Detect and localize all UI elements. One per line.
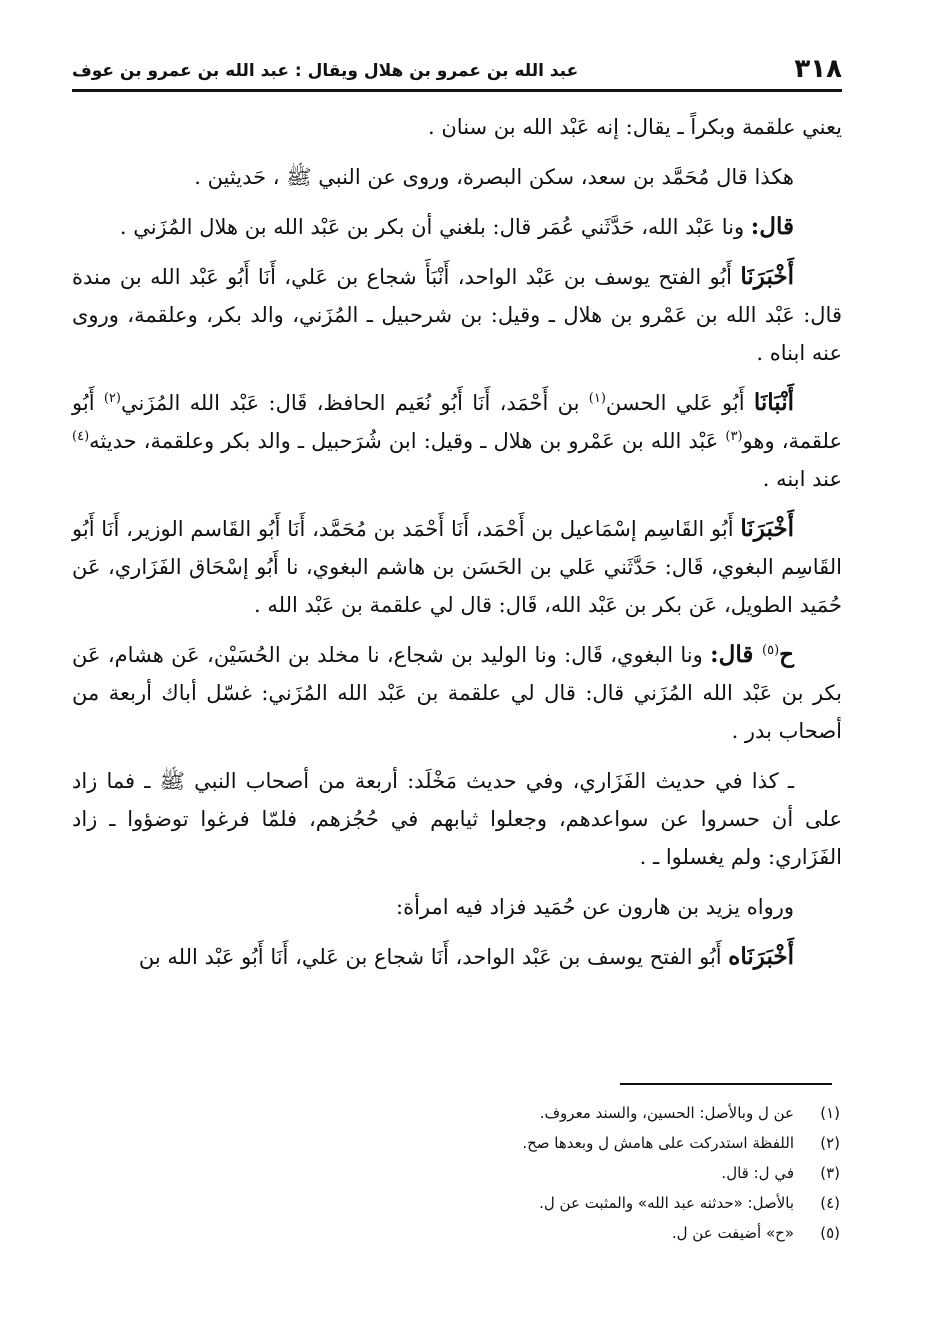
- footnote: [300, 1218, 840, 1248]
- header-rule: [72, 89, 842, 92]
- lead-word: قال:: [710, 641, 763, 668]
- lead-word: أَنْبَانَا: [753, 389, 794, 416]
- lead-word: قال:: [750, 213, 794, 240]
- paragraph-8: ـ كذا في حديث الفَزَاري، وفي حديث مَخْلَد: أربعة من أصحاب النبي ﷺ ـ فما زاد على أن حسروا عن سواعدهم، وجعلوا ثيابهم في حُجُزهم، فلمّا فرغوا توضؤوا ـ زاد الفَزَاري: ولم يغسلوا ـ .: [72, 769, 842, 869]
- lead-word: أَخْبَرَنَاه: [728, 943, 794, 970]
- main-text: [72, 108, 842, 988]
- lead-word: ح: [779, 641, 795, 668]
- footnote-number: (٢): [820, 1134, 840, 1152]
- running-title: عبد الله بن عمرو بن هلال ويقال : عبد الله بن عمرو بن عوف: [72, 61, 579, 81]
- footnote-number: (٣): [820, 1164, 840, 1182]
- footnote-number: (٥): [820, 1224, 840, 1242]
- lead-word: أَخْبَرَنَا: [740, 263, 794, 290]
- footnote-text: عن ل وبالأصل: الحسين، والسند معروف.: [539, 1104, 794, 1122]
- paragraph-text: ونا عَبْد الله، حَدَّثَني عُمَر قال: بلغني أن بكر بن عَبْد الله بن هلال المُزَني .: [119, 215, 751, 239]
- footnote: [300, 1158, 840, 1188]
- page-number: ٣١٨: [794, 54, 842, 84]
- footnote: [300, 1188, 840, 1218]
- paragraph-3: [72, 208, 842, 246]
- footnote-text: «ح» أضيفت عن ل.: [671, 1224, 794, 1242]
- footnote-ref-5[interactable]: (٥): [762, 643, 780, 658]
- footnote-ref-3[interactable]: (٣): [725, 429, 743, 444]
- paragraph-text: أَبُو علقمة، وهو: [72, 391, 842, 453]
- paragraph-text: أَبُو الفتح يوسف بن عَبْد الواحد، أَنْبَأَ شجاع بن عَلي، أَنَا أَبُو عَبْد الله بن مندة قال: عَبْد الله بن عَمْرو بن هلال ـ وقيل: بن شرحبيل ـ المُزَني، والد بكر، وعلقمة، وروى عنه ابناه .: [72, 265, 842, 365]
- paragraph-7: [72, 636, 842, 750]
- footnote: [300, 1128, 840, 1158]
- paragraph-text: بن أَحْمَد، أَنَا أَبُو نُعَيم الحافظ، قَال: عَبْد الله المُزَني: [120, 391, 589, 415]
- paragraph-text: ونا البغوي، قَال: ونا الوليد بن شجاع، نا مخلد بن الحُسَيْن، عَن هشام، عَن بكر بن عَبْد الله المُزَني قال: قال لي علقمة بن عَبْد الله المُزَني: غسّل أباك أربعة من أصحاب بدر .: [72, 643, 842, 743]
- paragraph-text: عَبْد الله بن عَمْرو بن هلال ـ وقيل: ابن شُرَحبيل ـ والد بكر وعلقمة، حديثه: [89, 429, 726, 453]
- paragraph-2: هكذا قال مُحَمَّد بن سعد، سكن البصرة، وروى عن النبي ﷺ ، حَديثين .: [194, 165, 794, 189]
- footnote-number: (١): [820, 1104, 840, 1122]
- page-header: [72, 48, 842, 88]
- footnote-separator: [620, 1083, 832, 1085]
- lead-word: أَخْبَرَنَا: [740, 515, 794, 542]
- footnote: [300, 1098, 840, 1128]
- paragraph-9: ورواه يزيد بن هارون عن حُمَيد فزاد فيه امرأة:: [396, 895, 794, 919]
- paragraph-10: [72, 938, 842, 976]
- footnote-text: بالأصل: «حدثنه عبد الله» والمثبت عن ل.: [539, 1194, 794, 1212]
- paragraph-text: أَبُو عَلي الحسن: [605, 391, 754, 415]
- paragraph-text: أَبُو القَاسِم إسْمَاعيل بن أَحْمَد، أَنَا أَحْمَد بن مُحَمَّد، أَنَا أَبُو القَاسم الوزير، أَنَا أَبُو القَاسِم البغوي، قَال: حَدَّثَني عَلي بن الحَسَن بن هاشم البغوي، نا أَبُو إسْحَاق الفَزَاري، عَن حُمَيد الطويل، عَن بكر بن عَبْد الله، قَال: قال لي علقمة بن عَبْد الله .: [72, 517, 842, 617]
- footnote-ref-4[interactable]: (٤): [72, 429, 90, 444]
- footnote-number: (٤): [820, 1194, 840, 1212]
- paragraph-4: [72, 258, 842, 372]
- footnote-ref-2[interactable]: (٢): [103, 391, 121, 406]
- footnote-text: اللفظة استدركت على هامش ل وبعدها صح.: [522, 1134, 794, 1152]
- paragraph-1: يعني علقمة وبكراً ـ يقال: إنه عَبْد الله بن سنان .: [428, 115, 842, 139]
- paragraph-text: عند ابنه .: [762, 467, 842, 491]
- paragraph-text: أَبُو الفتح يوسف بن عَبْد الواحد، أَنَا شجاع بن عَلي، أَنَا أَبُو عَبْد الله بن: [138, 945, 729, 969]
- footnote-ref-1[interactable]: (١): [588, 391, 606, 406]
- footnote-text: في ل: قال.: [721, 1164, 794, 1182]
- paragraph-5: [72, 384, 842, 498]
- paragraph-6: [72, 510, 842, 624]
- footnotes: [300, 1098, 840, 1248]
